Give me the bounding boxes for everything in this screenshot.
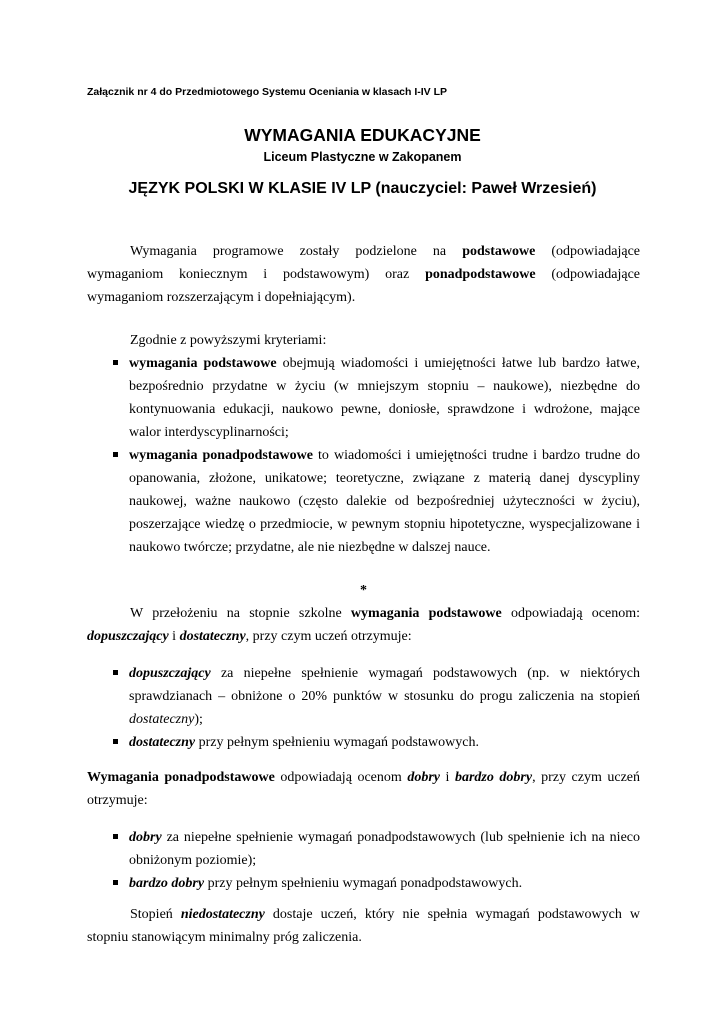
intro-paragraph: Wymagania programowe zostały podzielone na podstawowe (odpowiadające wymaganiom koniecznym i podstawowym) oraz ponadpodstawowe (odpowiadające wymaganiom rozszerzającym i dopełniającym). — [87, 244, 641, 305]
list-item: wymagania ponadpodstawowe to wiadomości i umiejętności trudne i bardzo trudne do opanowania, złożone, unikatowe; teoretyczne, związane z materią danej dyscypliny naukowej, ważne naukowo (często dalekie od bezpośredniej użyteczności w życiu), poszerzające wiedzę o przedmiocie, w pewnym stopniu hipotetyczne, wyspecjalizowane i naukowo twórcze; przydatne, ale nie niezbędne w dalszej nauce. — [87, 444, 640, 559]
document-body — [87, 240, 640, 949]
criteria-list — [87, 352, 640, 559]
list-item: dopuszczający za niepełne spełnienie wymagań podstawowych (np. w niektórych sprawdzianach – obniżone o 20% punktów w stosunku do progu zaliczenia na stopień dostateczny); — [87, 662, 640, 731]
term-podstawowe: podstawowe — [462, 244, 536, 259]
school-name: Liceum Plastyczne w Zakopanem — [263, 150, 462, 164]
basic-grades-list — [87, 662, 640, 754]
list-item: dostateczny przy pełnym spełnieniu wymagań podstawowych. — [87, 731, 640, 754]
document-title: WYMAGANIA EDUKACYJNE — [244, 125, 481, 145]
bullet-square-icon — [113, 360, 118, 365]
section-separator: * — [360, 583, 367, 598]
advanced-requirements-paragraph: Wymagania ponadpodstawowe odpowiadają ocenom dobry i bardzo dobry, przy czym uczeń otrzymuje: — [87, 770, 641, 808]
list-item: bardzo dobry przy pełnym spełnieniu wymagań ponadpodstawowych. — [87, 872, 640, 895]
term-ponadpodstawowe: ponadpodstawowe — [425, 267, 536, 282]
bullet-square-icon — [113, 452, 118, 457]
bullet-square-icon — [113, 670, 118, 675]
bullet-square-icon — [113, 834, 118, 839]
list-item: dobry za niepełne spełnienie wymagań ponadpodstawowych (lub spełnienie ich na nieco obniżonym poziomie); — [87, 826, 640, 872]
bullet-square-icon — [113, 880, 118, 885]
failing-grade-paragraph: Stopień niedostateczny dostaje uczeń, który nie spełnia wymagań podstawowych w stopniu stanowiącym minimalny próg zaliczenia. — [87, 907, 640, 945]
bullet-square-icon — [113, 739, 118, 744]
criteria-intro: Zgodnie z powyższymi kryteriami: — [130, 333, 327, 348]
advanced-grades-list — [87, 826, 640, 895]
list-item: wymagania podstawowe obejmują wiadomości i umiejętności łatwe lub bardzo łatwe, bezpośrednio przydatne w życiu (w mniejszym stopniu – naukowe), niezbędne do kontynuowania edukacji, naukowo pewne, doniosłe, sprawdzone i wdrożone, mające walor interdyscyplinarności; — [87, 352, 640, 444]
annex-note: Załącznik nr 4 do Przedmiotowego Systemu Oceniania w klasach I-IV LP — [87, 86, 448, 98]
basic-requirements-paragraph: W przełożeniu na stopnie szkolne wymagania podstawowe odpowiadają ocenom: dopuszczający i dostateczny, przy czym uczeń otrzymuje: — [87, 606, 640, 644]
subject-heading: JĘZYK POLSKI W KLASIE IV LP (nauczyciel: Paweł Wrzesień) — [128, 180, 597, 197]
